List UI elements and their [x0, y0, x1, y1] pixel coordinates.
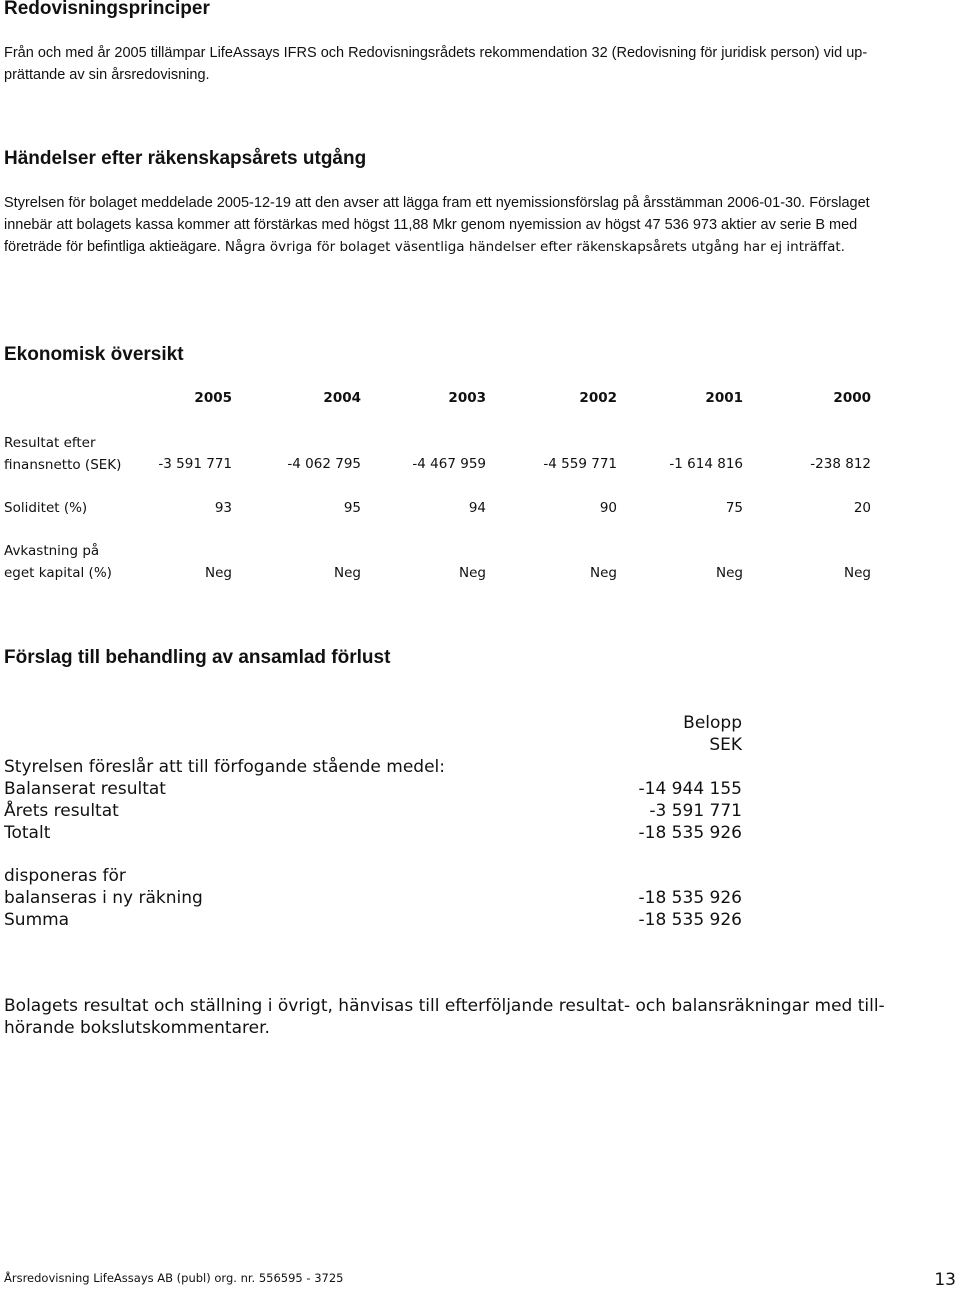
- table-row-label: Avkastning på: [4, 543, 100, 559]
- section-heading-principles: Redovisningsprinciper: [4, 0, 210, 19]
- table-cell: 20: [853, 500, 871, 516]
- section-heading-events: Händelser efter räkenskapsårets utgång: [4, 148, 367, 169]
- proposal-item-amount: -3 591 771: [649, 801, 742, 821]
- proposal-item-label: Balanserat resultat: [4, 779, 166, 799]
- proposal-item-amount: -14 944 155: [638, 779, 742, 799]
- table-cell: -238 812: [810, 456, 871, 472]
- events-line-2: innebär att bolagets kassa kommer att förstärkas med högst 11,88 Mkr genom nyemission av högst 47 536 973 aktier av serie B med: [4, 217, 858, 233]
- table-cell: Neg: [590, 565, 617, 581]
- table-row-label: finansnetto (SEK): [4, 457, 122, 473]
- year-header: 2003: [448, 390, 486, 406]
- table-cell: -1 614 816: [669, 456, 743, 472]
- closing-line-2: hörande bokslutskommentarer.: [4, 1018, 270, 1038]
- closing-paragraph: [4, 995, 885, 1039]
- year-header: 2001: [705, 390, 743, 406]
- table-cell: 90: [599, 500, 617, 516]
- table-cell: -3 591 771: [158, 456, 232, 472]
- table-cell: Neg: [716, 565, 743, 581]
- table-row-label: Soliditet (%): [4, 500, 88, 516]
- disposition-item-label: Summa: [4, 910, 70, 930]
- principles-line-1: Från och med år 2005 tillämpar LifeAssays IFRS och Redovisningsrådets rekommendation 32 (Redovisning för juridisk person) vid up-: [4, 45, 868, 61]
- events-line-1a: Styrelsen för bolaget meddelade 2005-12-19 att den avser att lägga fram ett nyemissionsförslag på årsstämman 2006-01-30.: [4, 195, 806, 211]
- table-cell: -4 559 771: [543, 456, 617, 472]
- events-line-1b: Förslaget: [809, 195, 870, 211]
- footer-org-info: Årsredovisning LifeAssays AB (publ) org. nr. 556595 - 3725: [4, 1271, 344, 1285]
- events-line-3: [4, 236, 870, 258]
- amount-column-unit: SEK: [709, 735, 742, 755]
- section-heading-overview: Ekonomisk översikt: [4, 344, 184, 365]
- table-cell: 95: [343, 500, 361, 516]
- disposition-heading: disponeras för: [4, 866, 126, 886]
- events-line-3b: Några övriga för bolaget väsentliga händelser efter räkenskapsårets utgång har ej inträffat.: [224, 239, 845, 255]
- section-heading-proposal: Förslag till behandling av ansamlad förlust: [4, 647, 391, 668]
- table-cell: Neg: [844, 565, 871, 581]
- table-cell: Neg: [205, 565, 232, 581]
- proposal-item-label: Årets resultat: [4, 801, 119, 821]
- proposal-item-amount: -18 535 926: [638, 823, 742, 843]
- table-cell: -4 062 795: [287, 456, 361, 472]
- year-header: 2004: [323, 390, 361, 406]
- table-row-label: eget kapital (%): [4, 565, 112, 581]
- principles-line-2: prättande av sin årsredovisning.: [4, 67, 210, 83]
- year-header: 2005: [194, 390, 232, 406]
- events-line-1: [4, 192, 870, 214]
- disposition-item-label: balanseras i ny räkning: [4, 888, 203, 908]
- table-cell: Neg: [459, 565, 486, 581]
- proposal-intro: Styrelsen föreslår att till förfogande stående medel:: [4, 757, 445, 777]
- table-cell: 94: [468, 500, 486, 516]
- table-cell: Neg: [334, 565, 361, 581]
- proposal-item-label: Totalt: [4, 823, 51, 843]
- amount-column-header: Belopp: [683, 713, 742, 733]
- closing-line-1: Bolagets resultat och ställning i övrigt, hänvisas till efterföljande resultat- och balansräkningar med till-: [4, 996, 885, 1016]
- principles-paragraph: [4, 42, 867, 86]
- year-header: 2000: [833, 390, 871, 406]
- table-cell: 75: [725, 500, 743, 516]
- events-line-3a: företräde för befintliga aktieägare.: [4, 239, 221, 255]
- disposition-item-amount: -18 535 926: [638, 888, 742, 908]
- table-cell: -4 467 959: [412, 456, 486, 472]
- year-header: 2002: [579, 390, 617, 406]
- disposition-item-amount: -18 535 926: [638, 910, 742, 930]
- page-number: 13: [934, 1270, 956, 1290]
- events-paragraph: [4, 192, 870, 258]
- table-cell: 93: [214, 500, 232, 516]
- table-row-label: Resultat efter: [4, 435, 96, 451]
